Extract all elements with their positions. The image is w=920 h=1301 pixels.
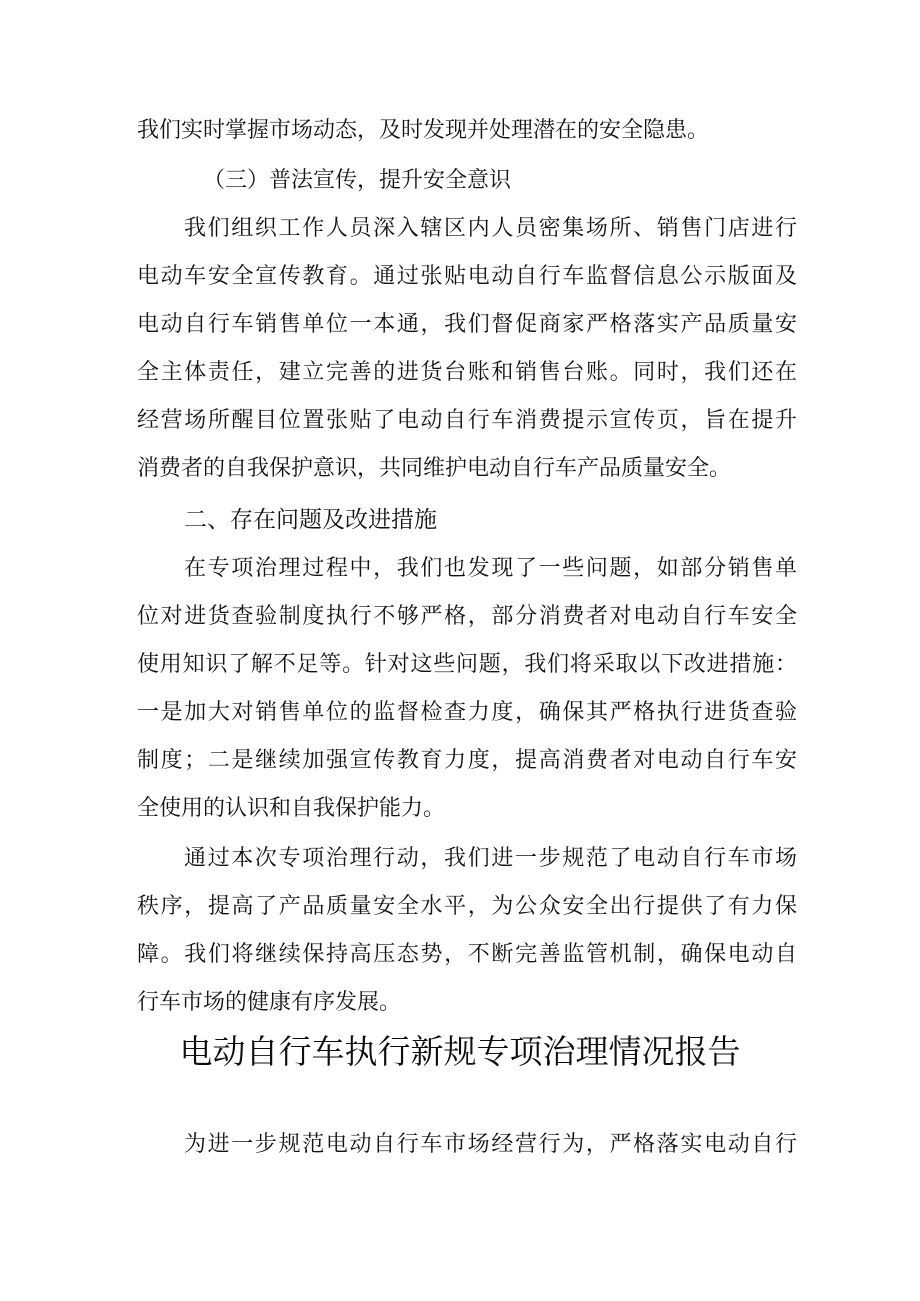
paragraph-line: 我们实时掌握市场动态，及时发现并处理潜在的安全隐患。: [137, 118, 710, 143]
paragraph-line: 全使用的认识和自我保护能力。: [137, 796, 446, 821]
paragraph-line: 一是加大对销售单位的监督检查力度，确保其严格执行进货查验: [137, 700, 797, 725]
paragraph-line: 位对进货查验制度执行不够严格，部分消费者对电动自行车安全: [137, 604, 797, 629]
paragraph-line: 行车市场的健康有序发展。: [137, 990, 402, 1015]
paragraph-line: 通过本次专项治理行动，我们进一步规范了电动自行车市场: [184, 846, 797, 871]
paragraph-line: 电动自行车销售单位一本通，我们督促商家严格落实产品质量安: [137, 312, 797, 337]
paragraph-line: 消费者的自我保护意识，共同维护电动自行车产品质量安全。: [137, 456, 732, 481]
paragraph-line: 经营场所醒目位置张贴了电动自行车消费提示宣传页，旨在提升: [137, 408, 797, 433]
paragraph-line: 我们组织工作人员深入辖区内人员密集场所、销售门店进行: [184, 216, 797, 241]
paragraph-line: 为进一步规范电动自行车市场经营行为，严格落实电动自行: [184, 1132, 797, 1157]
sub-heading: （三）普法宣传，提升安全意识: [203, 168, 512, 193]
paragraph-line: 障。我们将继续保持高压态势，不断完善监管机制，确保电动自: [137, 942, 797, 967]
section-heading: 二、存在问题及改进措施: [184, 507, 437, 533]
paragraph-line: 在专项治理过程中，我们也发现了一些问题，如部分销售单: [184, 556, 797, 581]
paragraph-line: 秩序，提高了产品质量安全水平，为公众安全出行提供了有力保: [137, 894, 797, 919]
document-title: 电动自行车执行新规专项治理情况报告: [179, 1032, 741, 1071]
paragraph-line: 使用知识了解不足等。针对这些问题，我们将采取以下改进措施：: [137, 652, 797, 677]
paragraph-line: 电动车安全宣传教育。通过张贴电动自行车监督信息公示版面及: [137, 264, 797, 289]
paragraph-line: 全主体责任，建立完善的进货台账和销售台账。同时，我们还在: [137, 360, 797, 385]
paragraph-line: 制度；二是继续加强宣传教育力度，提高消费者对电动自行车安: [137, 748, 797, 773]
